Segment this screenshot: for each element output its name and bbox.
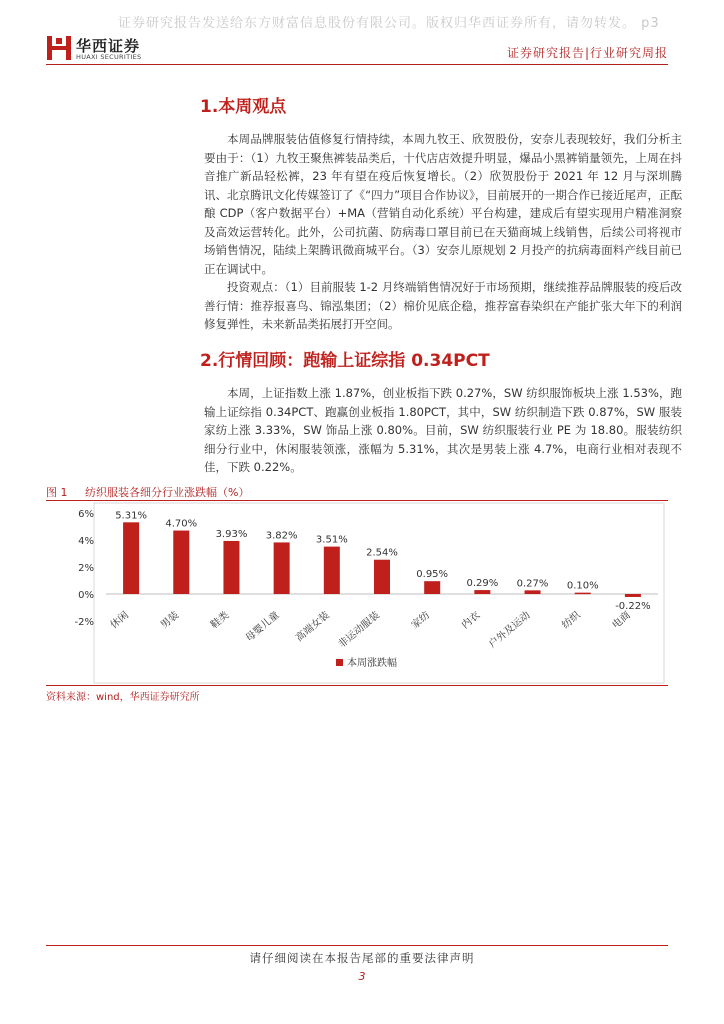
y-tick-label: -2% [74,617,94,628]
paragraph-investment-view: 投资观点：（1）目前服装 1-2 月终端销售情况好于市场预期，继续推荐品牌服装的疫后改善行情：推荐报喜鸟、锦泓集团；（2）棉价见底企稳，推荐富春染织在产能扩张大年下的利润修复弹性，未来新品类拓展打开空间。 [204,280,682,331]
category-label: 纺织 [560,609,583,632]
data-label: 3.93% [215,528,248,540]
bar [123,522,139,594]
category-label: 母婴儿童 [243,609,282,645]
category-label: 电商 [610,609,633,632]
category-label: 非运动服装 [336,609,382,651]
footer-divider [46,945,668,946]
bar [525,590,541,594]
paragraph-market-review: 本周，上证指数上涨 1.87%，创业板指下跌 0.27%，SW 纺织服饰板块上涨 1.53%，跑输上证综指 0.34PCT、跑赢创业板指 1.80PCT，其中，SW 纺织制造下跌 0.87%，SW 服装家纺上涨 3.33%，SW 饰品上涨 0.80%。目前，SW 纺织服装行业 PE 为 18.80。服装纺织细分行业中，休闲服装领涨，涨幅为 5.31%，其次是男装上涨 4.7%，电商行业相对表现不佳，下跌 0.22%。 [204,386,682,474]
data-label: 3.51% [315,534,348,546]
header-divider [46,64,668,65]
category-label: 男装 [158,609,182,632]
data-label: 2.54% [366,547,398,559]
y-tick-label: 2% [78,563,94,574]
huaxi-logo-icon [46,34,72,62]
category-label: 户外及运动 [487,609,533,651]
figure-title: 纺织服装各细分行业涨跌幅（%） [85,486,250,499]
figure-source: 资料来源：wind，华西证券研究所 [46,692,200,703]
bar [424,581,440,594]
logo-text-cn: 华西证券 [76,37,141,55]
data-label: 0.95% [416,569,449,581]
bar [274,542,290,594]
category-label: 家纺 [409,609,433,632]
section-title-market-review: 2.行情回顾：跑输上证综指 0.34PCT [200,351,490,371]
y-tick-label: 4% [78,536,94,547]
data-label: 0.29% [466,578,499,590]
data-label: 0.10% [566,580,599,592]
watermark: 证券研究报告发送给东方财富信息股份有限公司。版权归华西证券所有，请勿转发。 p3 [118,16,660,31]
category-label: 高端女装 [294,609,332,645]
bar [324,547,340,594]
footer-disclaimer: 请仔细阅读在本报告尾部的重要法律声明 [249,951,475,965]
bar [575,593,591,595]
y-tick-label: 0% [78,590,94,601]
y-tick-label: 6% [78,509,94,520]
data-label: 3.82% [265,530,298,542]
company-logo [46,34,156,66]
data-label: -0.22% [615,600,651,612]
category-label: 休闲 [108,609,132,632]
figure-bottom-rule [46,685,668,686]
bar [625,594,641,597]
bar [474,590,490,594]
legend-swatch [336,659,343,666]
paragraph-weekly-view: 本周品牌服装估值修复行情持续，本周九牧王、欣贺股份，安奈儿表现较好，我们分析主要由于：（1）九牧王聚焦裤装品类后，十代店店效提升明显，爆品小黑裤销量领先，上周在抖音推广新品轻松裤，23 年有望在疫后恢复增长。（2）欣贺股份于 2021 年 12 月与深圳腾讯、北京腾讯文化传媒签订了《“四力”项目合作协议》，目前展开的一期合作已接近尾声，正酝酿 CDP（客户数据平台）+MA（营销自动化系统）平台构建，建成后有望实现用户精准洞察及高效运营转化。此外，公司抗菌、防病毒口罩目前已在天猫商城上线销售，后续公司将视市场销售情况，陆续上架腾讯微商城平台。（3）安奈儿原规划 2 月投产的抗病毒面料产线目前已正在调试中。 [204,132,682,276]
category-label: 鞋类 [208,609,232,632]
figure-number: 图 1 [46,486,68,499]
data-label: 5.31% [115,510,147,522]
figure-caption [46,484,249,500]
bar [223,541,239,594]
report-type-tag: 证券研究报告|行业研究周报 [506,46,668,60]
legend-label: 本周涨跌幅 [347,658,397,669]
bar [374,560,390,594]
bar-chart [46,501,668,685]
bar [173,531,189,594]
logo-text-en: HUAXI SECURITIES [76,53,142,61]
data-label: 0.27% [516,578,549,590]
data-label: 4.70% [165,518,198,530]
page-number: 3 [358,970,366,983]
category-label: 内衣 [459,609,483,632]
section-title-weekly-view: 1.本周观点 [200,97,287,117]
